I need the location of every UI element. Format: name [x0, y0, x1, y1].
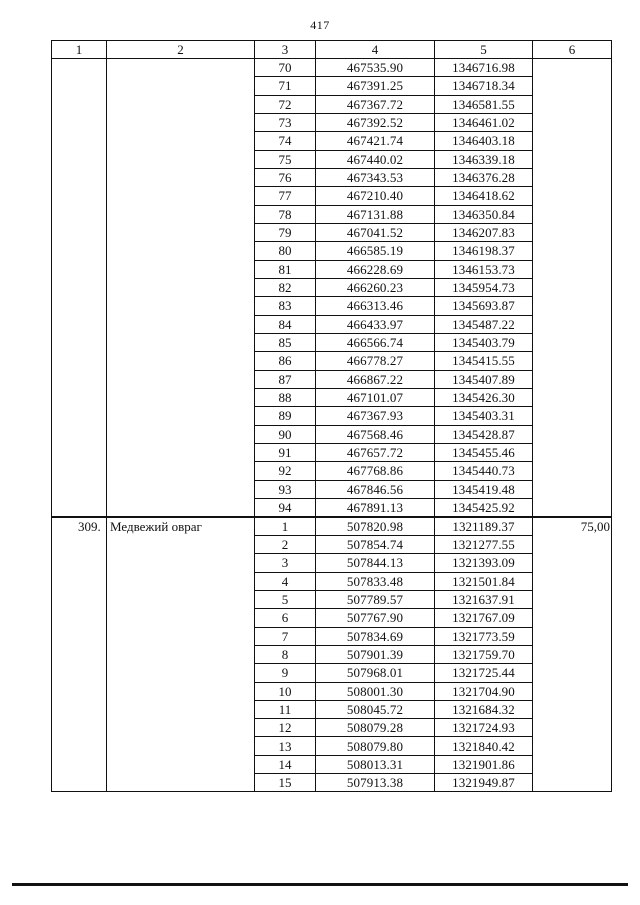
- coordinate-y: 1345403.31: [435, 407, 533, 425]
- point-number: 15: [255, 774, 316, 792]
- point-number: 77: [255, 187, 316, 205]
- coordinate-x: 466433.97: [316, 315, 435, 333]
- coordinate-y: 1346350.84: [435, 205, 533, 223]
- point-number: 75: [255, 150, 316, 168]
- coordinate-y: 1346461.02: [435, 113, 533, 131]
- coordinate-x: 467568.46: [316, 425, 435, 443]
- section-area: 75,00: [533, 517, 612, 792]
- coordinate-y: 1346339.18: [435, 150, 533, 168]
- header-col-3: 3: [255, 41, 316, 59]
- coordinate-y: 1345428.87: [435, 425, 533, 443]
- coordinate-y: 1345954.73: [435, 278, 533, 296]
- coordinate-y: 1321393.09: [435, 554, 533, 572]
- coordinate-x: 508001.30: [316, 682, 435, 700]
- coordinate-x: 507834.69: [316, 627, 435, 645]
- point-number: 13: [255, 737, 316, 755]
- coordinate-x: 466313.46: [316, 297, 435, 315]
- header-col-1: 1: [52, 41, 107, 59]
- coordinate-y: 1345455.46: [435, 443, 533, 461]
- coordinate-x: 507913.38: [316, 774, 435, 792]
- coordinate-x: 507968.01: [316, 664, 435, 682]
- coordinate-x: 467768.86: [316, 462, 435, 480]
- point-number: 87: [255, 370, 316, 388]
- header-col-5: 5: [435, 41, 533, 59]
- coordinate-y: 1345440.73: [435, 462, 533, 480]
- point-number: 72: [255, 95, 316, 113]
- coordinate-y: 1321277.55: [435, 535, 533, 553]
- coordinate-y: 1346581.55: [435, 95, 533, 113]
- coordinate-x: 466778.27: [316, 352, 435, 370]
- coordinate-x: 507844.13: [316, 554, 435, 572]
- coordinate-y: 1321767.09: [435, 609, 533, 627]
- point-number: 71: [255, 77, 316, 95]
- coordinate-y: 1345407.89: [435, 370, 533, 388]
- coordinate-x: 467367.72: [316, 95, 435, 113]
- table-header-row: [52, 41, 612, 59]
- coordinate-x: 508079.28: [316, 719, 435, 737]
- coordinate-x: 466867.22: [316, 370, 435, 388]
- point-number: 85: [255, 333, 316, 351]
- coordinate-y: 1345403.79: [435, 333, 533, 351]
- coordinate-x: 466260.23: [316, 278, 435, 296]
- header-col-2: 2: [107, 41, 255, 59]
- point-number: 92: [255, 462, 316, 480]
- coordinate-x: 508079.80: [316, 737, 435, 755]
- coordinate-y: 1321684.32: [435, 700, 533, 718]
- coordinate-x: 507901.39: [316, 645, 435, 663]
- coordinate-x: 467101.07: [316, 388, 435, 406]
- point-number: 4: [255, 572, 316, 590]
- bottom-rule: [12, 883, 628, 886]
- point-number: 1: [255, 517, 316, 536]
- point-number: 11: [255, 700, 316, 718]
- coordinate-x: 467891.13: [316, 498, 435, 517]
- page-number: 417: [310, 18, 330, 32]
- coordinate-y: 1321901.86: [435, 755, 533, 773]
- point-number: 86: [255, 352, 316, 370]
- coordinate-y: 1321840.42: [435, 737, 533, 755]
- coordinate-y: 1345487.22: [435, 315, 533, 333]
- coordinate-y: 1345426.30: [435, 388, 533, 406]
- coordinate-y: 1345693.87: [435, 297, 533, 315]
- point-number: 80: [255, 242, 316, 260]
- point-number: 2: [255, 535, 316, 553]
- point-number: 74: [255, 132, 316, 150]
- coordinate-x: 507789.57: [316, 590, 435, 608]
- coordinate-x: 467210.40: [316, 187, 435, 205]
- coordinate-x: 507833.48: [316, 572, 435, 590]
- point-number: 90: [255, 425, 316, 443]
- coordinate-x: 467657.72: [316, 443, 435, 461]
- coordinate-x: 467131.88: [316, 205, 435, 223]
- coordinate-x: 467391.25: [316, 77, 435, 95]
- coordinates-table: [51, 40, 612, 792]
- coordinate-x: 467041.52: [316, 223, 435, 241]
- table-row: [52, 59, 612, 77]
- point-number: 3: [255, 554, 316, 572]
- point-number: 84: [255, 315, 316, 333]
- coordinate-y: 1345415.55: [435, 352, 533, 370]
- coordinate-x: 508045.72: [316, 700, 435, 718]
- coordinate-x: 467440.02: [316, 150, 435, 168]
- coordinate-x: 507767.90: [316, 609, 435, 627]
- section-number: 309.: [52, 517, 107, 792]
- coordinate-y: 1321501.84: [435, 572, 533, 590]
- point-number: 6: [255, 609, 316, 627]
- point-number: 83: [255, 297, 316, 315]
- coordinate-y: 1345419.48: [435, 480, 533, 498]
- coordinate-y: 1346153.73: [435, 260, 533, 278]
- coordinate-y: 1321759.70: [435, 645, 533, 663]
- header-col-4: 4: [316, 41, 435, 59]
- point-number: 9: [255, 664, 316, 682]
- point-number: 94: [255, 498, 316, 517]
- point-number: 79: [255, 223, 316, 241]
- coordinate-x: 466228.69: [316, 260, 435, 278]
- point-number: 82: [255, 278, 316, 296]
- coordinate-x: 467535.90: [316, 59, 435, 77]
- point-number: 89: [255, 407, 316, 425]
- coordinate-x: 466585.19: [316, 242, 435, 260]
- coordinate-x: 466566.74: [316, 333, 435, 351]
- point-number: 88: [255, 388, 316, 406]
- coordinate-y: 1321725.44: [435, 664, 533, 682]
- coordinate-y: 1346207.83: [435, 223, 533, 241]
- coordinate-x: 508013.31: [316, 755, 435, 773]
- point-number: 91: [255, 443, 316, 461]
- coordinate-y: 1321637.91: [435, 590, 533, 608]
- section-number: [52, 59, 107, 517]
- coordinate-y: 1346376.28: [435, 168, 533, 186]
- coordinate-y: 1346198.37: [435, 242, 533, 260]
- coordinate-x: 507820.98: [316, 517, 435, 536]
- coordinate-x: 467343.53: [316, 168, 435, 186]
- point-number: 76: [255, 168, 316, 186]
- coordinate-y: 1346403.18: [435, 132, 533, 150]
- coordinate-y: 1321704.90: [435, 682, 533, 700]
- section-name: Медвежий овраг: [107, 517, 255, 792]
- point-number: 10: [255, 682, 316, 700]
- point-number: 81: [255, 260, 316, 278]
- coordinate-x: 467421.74: [316, 132, 435, 150]
- coordinate-y: 1346716.98: [435, 59, 533, 77]
- header-col-6: 6: [533, 41, 612, 59]
- point-number: 8: [255, 645, 316, 663]
- point-number: 7: [255, 627, 316, 645]
- point-number: 73: [255, 113, 316, 131]
- point-number: 78: [255, 205, 316, 223]
- coordinate-y: 1346418.62: [435, 187, 533, 205]
- coordinate-x: 467367.93: [316, 407, 435, 425]
- point-number: 93: [255, 480, 316, 498]
- coordinate-y: 1321949.87: [435, 774, 533, 792]
- coordinate-y: 1321724.93: [435, 719, 533, 737]
- point-number: 5: [255, 590, 316, 608]
- table-row: [52, 517, 612, 536]
- section-name: [107, 59, 255, 517]
- coordinate-x: 507854.74: [316, 535, 435, 553]
- section-area: [533, 59, 612, 517]
- coordinate-x: 467392.52: [316, 113, 435, 131]
- point-number: 14: [255, 755, 316, 773]
- coordinate-x: 467846.56: [316, 480, 435, 498]
- point-number: 12: [255, 719, 316, 737]
- coordinate-y: 1321773.59: [435, 627, 533, 645]
- coordinate-y: 1321189.37: [435, 517, 533, 536]
- coordinate-y: 1345425.92: [435, 498, 533, 517]
- coordinate-y: 1346718.34: [435, 77, 533, 95]
- point-number: 70: [255, 59, 316, 77]
